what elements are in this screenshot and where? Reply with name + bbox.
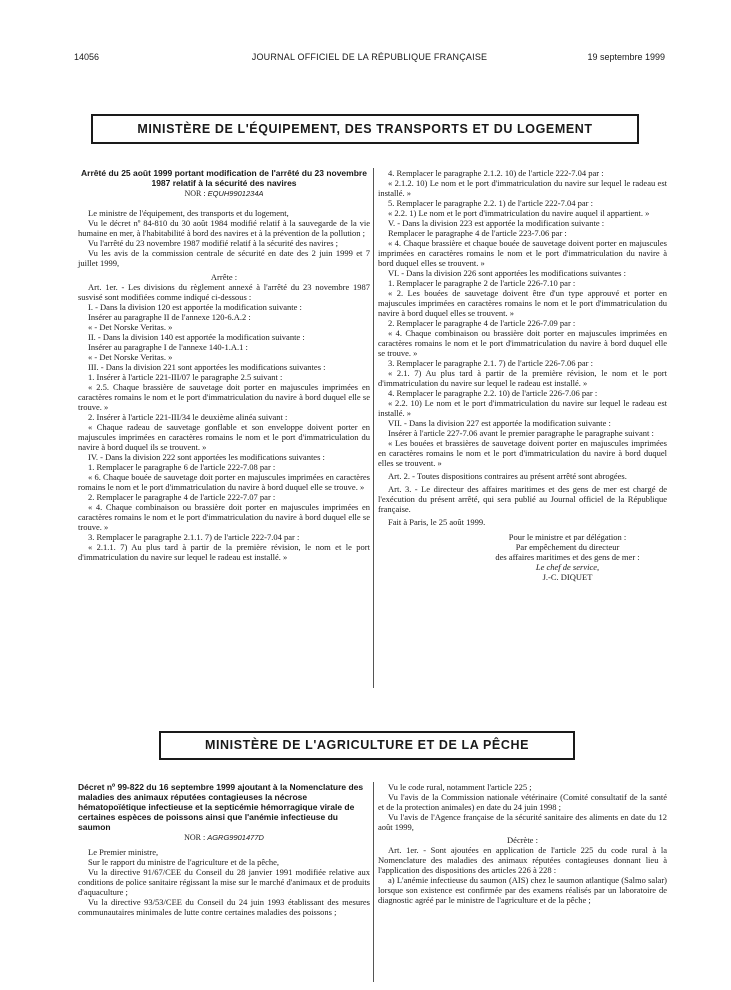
signature-line: des affaires maritimes et des gens de mer : bbox=[495, 552, 640, 562]
paragraph: Vu le décret nº 84-810 du 30 août 1984 modifié relatif à la sauvegarde de la vie humaine en mer, à l'habitabilité à bord des navires et à la prévention de la pollution ; bbox=[78, 218, 370, 238]
paragraph: Insérer au paragraphe II de l'annexe 120-6.A.2 : bbox=[88, 312, 251, 322]
paragraph: « 2.1.2. 10) Le nom et le port d'immatriculation du navire sur lequel le radeau est installé. » bbox=[378, 178, 667, 198]
paragraph: « 6. Chaque bouée de sauvetage doit porter en majuscules imprimées en caractères romains le nom et le port d'immatriculation du navire à bord duquel elle se trouve. » bbox=[78, 472, 370, 492]
paragraph: 1. Remplacer le paragraphe 6 de l'article 222-7.08 par : bbox=[88, 462, 276, 472]
nor-label: NOR : bbox=[184, 189, 206, 198]
paragraph: 2. Remplacer le paragraphe 4 de l'article 226-7.09 par : bbox=[388, 318, 576, 328]
signing-place-date: Fait à Paris, le 25 août 1999. bbox=[388, 517, 486, 527]
paragraph: III. - Dans la division 221 sont apportées les modifications suivantes : bbox=[88, 362, 326, 372]
paragraph: V. - Dans la division 223 est apportée la modification suivante : bbox=[388, 218, 605, 228]
paragraph: 4. Remplacer le paragraphe 2.1.2. 10) de l'article 222-7.04 par : bbox=[388, 168, 604, 178]
nor-code: AGRG9901477D bbox=[207, 833, 264, 842]
article-1: Art. 1er. - Les divisions du règlement annexé à l'arrêté du 23 novembre 1987 susvisé sont modifiées comme indiqué ci-dessous : bbox=[78, 282, 370, 302]
page-header bbox=[74, 52, 665, 66]
paragraph: Insérer au paragraphe I de l'annexe 140-1.A.1 : bbox=[88, 342, 248, 352]
section1-column-right bbox=[378, 168, 667, 582]
paragraph: Remplacer le paragraphe 4 de l'article 223-7.06 par : bbox=[388, 228, 567, 238]
paragraph: « 2.2. 1) Le nom et le port d'immatriculation du navire auquel il appartient. » bbox=[388, 208, 650, 218]
ministry-heading-equipement: MINISTÈRE DE L'ÉQUIPEMENT, DES TRANSPORTS ET DU LOGEMENT bbox=[91, 114, 639, 144]
paragraph: VII. - Dans la division 227 est apportée la modification suivante : bbox=[388, 418, 611, 428]
paragraph: « - Det Norske Veritas. » bbox=[88, 322, 173, 332]
paragraph: Vu les avis de la commission centrale de sécurité en date des 2 juin 1999 et 7 juillet 1999, bbox=[78, 248, 370, 268]
paragraph: « - Det Norske Veritas. » bbox=[88, 352, 173, 362]
paragraph: 4. Remplacer le paragraphe 2.2. 10) de l'article 226-7.06 par : bbox=[388, 388, 598, 398]
column-divider bbox=[373, 782, 374, 982]
signature-line: Pour le ministre et par délégation : bbox=[508, 532, 627, 542]
section2-column-left bbox=[78, 782, 370, 917]
paragraph: VI. - Dans la division 226 sont apportées les modifications suivantes : bbox=[388, 268, 626, 278]
paragraph: Vu le code rural, notamment l'article 225 ; bbox=[388, 782, 532, 792]
paragraph: « 2.1.1. 7) Au plus tard à partir de la première révision, le nom et le port d'immatriculation du navire sur lequel le radeau est installé. » bbox=[78, 542, 370, 562]
section1-nor bbox=[78, 189, 370, 199]
paragraph: « Chaque radeau de sauvetage gonflable et son enveloppe doivent porter en majuscules imprimées en caractères romains le nom et le port d'immatriculation du navire à bord duquel ils se trouvent. » bbox=[78, 422, 370, 452]
paragraph: Sur le rapport du ministre de l'agriculture et de la pêche, bbox=[88, 857, 280, 867]
paragraph: « 4. Chaque combinaison ou brassière doit porter en majuscules imprimées en caractères romains le nom et le port d'immatriculation du navire à bord duquel elle se trouve. » bbox=[78, 502, 370, 532]
nor-label: NOR : bbox=[184, 833, 206, 842]
nor-code: EQUH9901234A bbox=[207, 189, 264, 198]
column-divider bbox=[373, 168, 374, 688]
paragraph: « 2.1. 7) Au plus tard à partir de la première révision, le nom et le port d'immatriculation du navire sur lequel le radeau est installé. » bbox=[378, 368, 667, 388]
paragraph: « 4. Chaque combinaison ou brassière doit porter en majuscules imprimées en caractères romains le nom et le port d'immatriculation du navire à bord duquel elle se trouve. » bbox=[378, 328, 667, 358]
paragraph: 3. Remplacer le paragraphe 2.1.1. 7) de l'article 222-7.04 par : bbox=[88, 532, 300, 542]
paragraph: « 4. Chaque brassière et chaque bouée de sauvetage doivent porter en majuscules imprimées en caractères romains le nom et le port d'immatriculation du navire à bord duquel elles se trouvent. » bbox=[378, 238, 667, 268]
paragraph: 1. Insérer à l'article 221-III/07 le paragraphe 2.5 suivant : bbox=[88, 372, 283, 382]
signatory-name: J.-C. DIQUET bbox=[542, 572, 593, 582]
section2-column-right bbox=[378, 782, 667, 905]
paragraph: I. - Dans la division 120 est apportée la modification suivante : bbox=[88, 302, 302, 312]
paragraph: Vu la directive 91/67/CEE du Conseil du 28 janvier 1991 modifiée relative aux conditions de police sanitaire régissant la mise sur le marché d'animaux et de produits d'aquaculture ; bbox=[78, 867, 370, 897]
paragraph: IV. - Dans la division 222 sont apportées les modifications suivantes : bbox=[88, 452, 325, 462]
paragraph: 2. Remplacer le paragraphe 4 de l'article 222-7.07 par : bbox=[88, 492, 276, 502]
section2-nor bbox=[78, 833, 370, 843]
paragraph: 5. Remplacer le paragraphe 2.2. 1) de l'article 222-7.04 par : bbox=[388, 198, 593, 208]
issue-date: 19 septembre 1999 bbox=[587, 52, 665, 62]
paragraph: « 2.2. 10) Le nom et le port d'immatriculation du navire sur lequel le radeau est installé. » bbox=[378, 398, 667, 418]
page-number: 14056 bbox=[74, 52, 100, 62]
paragraph: II. - Dans la division 140 est apportée la modification suivante : bbox=[88, 332, 305, 342]
article-3: Art. 3. - Le directeur des affaires maritimes et des gens de mer est chargé de l'exécution du présent arrêté, qui sera publié au Journal officiel de la République française. bbox=[378, 484, 667, 514]
paragraph: « 2. Les bouées de sauvetage doivent être d'un type approuvé et porter en majuscules imprimées en caractères romains le nom et le port d'immatriculation du navire à bord duquel elles se trouvent. » bbox=[378, 288, 667, 318]
paragraph: 2. Insérer à l'article 221-III/34 le deuxième alinéa suivant : bbox=[88, 412, 288, 422]
section2-title: Décret nº 99-822 du 16 septembre 1999 ajoutant à la Nomenclature des maladies des animaux réputées contagieuses la nécrose hématopoïétique infectieuse et la septicémie hémorragique virale de certaines espèces de poissons ainsi que l'anémie infectieuse du saumon bbox=[78, 782, 364, 832]
paragraph: Vu l'avis de l'Agence française de la sécurité sanitaire des aliments en date du 12 août 1999, bbox=[378, 812, 667, 832]
paragraph: Vu la directive 93/53/CEE du Conseil du 24 juin 1993 établissant des mesures communautaires minimales de lutte contre certaines maladies des poissons ; bbox=[78, 897, 370, 917]
paragraph: 1. Remplacer le paragraphe 2 de l'article 226-7.10 par : bbox=[388, 278, 576, 288]
article-2: Art. 2. - Toutes dispositions contraires au présent arrêté sont abrogées. bbox=[388, 471, 627, 481]
paragraph: « Les bouées et brassières de sauvetage doivent porter en majuscules imprimées en caractères romains le nom et le port d'immatriculation du navire à bord duquel elles se trouvent. » bbox=[378, 438, 667, 468]
section1-title: Arrêté du 25 août 1999 portant modification de l'arrêté du 23 novembre 1987 relatif à la sécurité des navires bbox=[81, 168, 367, 188]
paragraph: Vu l'avis de la Commission nationale vétérinaire (Comité consultatif de la santé et de la protection animales) en date du 24 juin 1998 ; bbox=[378, 792, 667, 812]
paragraph: « 2.5. Chaque brassière de sauvetage doit porter en majuscules imprimées en caractères romains le nom et le port d'immatriculation du navire à bord duquel elle se trouve. » bbox=[78, 382, 370, 412]
journal-title: JOURNAL OFFICIEL DE LA RÉPUBLIQUE FRANÇAISE bbox=[251, 52, 488, 62]
decrete-heading: Décrète : bbox=[507, 835, 538, 845]
paragraph: Vu l'arrêté du 23 novembre 1987 modifié relatif à la sécurité des navires ; bbox=[88, 238, 339, 248]
article-1: Art. 1er. - Sont ajoutées en application de l'article 225 du code rural à la Nomenclature des maladies des animaux réputées contagieuses donnant lieu à l'application des dispositions des articles 226 à 228 : bbox=[378, 845, 667, 875]
paragraph: Le ministre de l'équipement, des transports et du logement, bbox=[88, 208, 289, 218]
signature-line: Par empêchement du directeur bbox=[515, 542, 620, 552]
paragraph: Le Premier ministre, bbox=[88, 847, 159, 857]
paragraph: a) L'anémie infectieuse du saumon (AIS) chez le saumon atlantique (Salmo salar) lorsque son existence est confirmée par des examens réalisés par un laboratoire de diagnostic agréé par le ministre de l'agriculture et de la pêche ; bbox=[378, 875, 667, 905]
signature-line: Le chef de service, bbox=[535, 562, 600, 572]
arrete-heading: Arrête : bbox=[210, 272, 238, 282]
paragraph: 3. Remplacer le paragraphe 2.1. 7) de l'article 226-7.06 par : bbox=[388, 358, 593, 368]
ministry-heading-agriculture: MINISTÈRE DE L'AGRICULTURE ET DE LA PÊCHE bbox=[159, 731, 575, 760]
paragraph: Insérer à l'article 227-7.06 avant le premier paragraphe le paragraphe suivant : bbox=[388, 428, 654, 438]
section1-column-left bbox=[78, 168, 370, 562]
